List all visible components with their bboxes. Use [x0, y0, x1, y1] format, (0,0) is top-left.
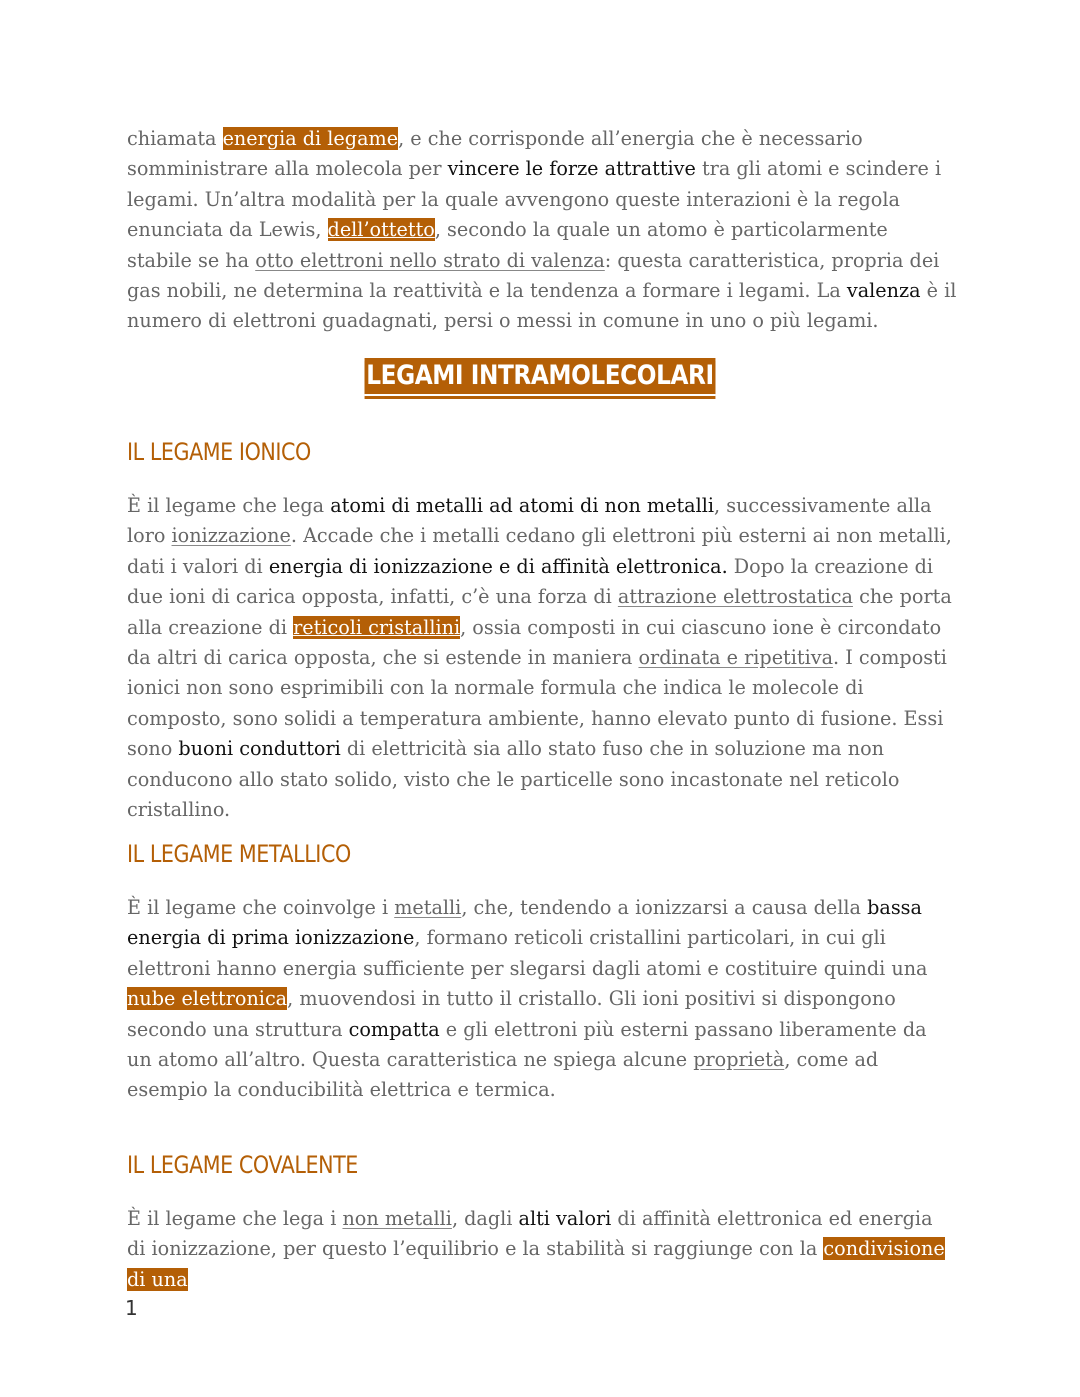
- text: , formano reticoli cristallini particolari, in cui gli elettroni hanno energia sufficiente per slegarsi dagli atomi e costituire quindi una: [127, 926, 928, 980]
- underlined-term: otto elettroni nello strato di valenza: [255, 248, 605, 272]
- bold-term: compatta: [348, 1017, 440, 1041]
- underlined-term: attrazione elettrostatica: [617, 585, 853, 609]
- text: È il legame che lega i: [127, 1207, 343, 1230]
- underlined-term: ordinata e ripetitiva: [638, 646, 834, 670]
- ionic-paragraph: [127, 491, 957, 825]
- text: che porta alla creazione di: [127, 585, 952, 639]
- text: È il legame che lega: [127, 494, 331, 517]
- intro-paragraph: [127, 124, 957, 337]
- section-heading-metallico: IL LEGAME METALLICO: [127, 840, 351, 868]
- highlight-reticoli-cristallini: reticoli cristallini: [293, 615, 461, 639]
- text: è il numero di elettroni guadagnati, persi o messi in comune in uno o più legami.: [127, 279, 957, 333]
- underlined-term: metalli: [394, 896, 462, 919]
- text: , successivamente alla loro: [127, 494, 932, 548]
- text: . I composti ionici non sono esprimibili con la normale formula che indica le molecole di composto, sono solidi a temperatura ambiente, hanno elevato punto di fusione. Essi sono: [127, 646, 947, 761]
- main-title: LEGAMI INTRAMOLECOLARI: [365, 358, 716, 396]
- text: Dopo la creazione di due ioni di carica opposta, infatti, c’è una forza di: [127, 554, 934, 609]
- text: , muovendosi in tutto il cristallo. Gli ioni positivi si dispongono secondo una struttura: [127, 987, 896, 1041]
- underlined-term: proprietà: [693, 1048, 785, 1072]
- text: , dagli: [451, 1207, 519, 1230]
- highlight-condivisione: condivisione di una: [127, 1237, 945, 1291]
- text: , secondo la quale un atomo è particolarmente stabile se ha: [127, 218, 888, 272]
- bold-term: energia di ionizzazione e di affinità elettronica.: [268, 554, 728, 578]
- text: : questa caratteristica, propria dei gas nobili, ne determina la reattività e la tendenza a formare i legami. La: [127, 248, 940, 303]
- underlined-term: non metalli: [342, 1207, 452, 1230]
- section-heading-covalente: IL LEGAME COVALENTE: [127, 1151, 358, 1179]
- main-title-wrap: [0, 358, 1080, 396]
- text: chiamata: [127, 127, 223, 150]
- bold-term: buoni conduttori: [178, 737, 341, 761]
- text: e gli elettroni più esterni passano liberamente da un atomo all’altro. Questa caratteristica ne spiega alcune: [127, 1017, 927, 1072]
- text: tra gli atomi e scindere i legami. Un’altra modalità per la quale avvengono queste interazioni è la regola enunciata da Lewis,: [127, 157, 942, 242]
- text: , e che corrisponde all’energia che è necessario somministrare alla molecola per: [127, 127, 863, 181]
- text: È il legame che coinvolge i: [127, 896, 395, 919]
- bold-term: vincere le forze attrattive: [447, 157, 696, 181]
- text: , come ad esempio la conducibilità elettrica e termica.: [127, 1048, 879, 1102]
- highlight-nube-elettronica: nube elettronica: [127, 987, 288, 1011]
- highlight-ottetto: dell’ottetto: [327, 218, 435, 242]
- bold-term: bassa energia di prima ionizzazione: [127, 896, 922, 950]
- metallic-paragraph: [127, 893, 957, 1106]
- text: di affinità elettronica ed energia di ionizzazione, per questo l’equilibrio e la stabilità si raggiunge con la: [127, 1207, 933, 1261]
- section-heading-ionico: IL LEGAME IONICO: [127, 438, 311, 466]
- bold-term: alti valori: [518, 1207, 612, 1230]
- underlined-term: ionizzazione: [171, 524, 291, 548]
- bold-term: valenza: [846, 279, 921, 303]
- bold-term: atomi di metalli ad atomi di non metalli: [330, 494, 715, 517]
- text: , che, tendendo a ionizzarsi a causa della: [461, 896, 868, 919]
- text: . Accade che i metalli cedano gli elettroni più esterni ai non metalli, dati i valori di: [127, 524, 952, 578]
- covalent-paragraph: [127, 1204, 957, 1295]
- text: di elettricità sia allo stato fuso che in soluzione ma non conducono allo stato solido, visto che le particelle sono incastonate nel reticolo cristallino.: [127, 737, 900, 822]
- page-number: 1: [125, 1296, 138, 1320]
- highlight-energia-di-legame: energia di legame: [222, 127, 399, 150]
- text: , ossia composti in cui ciascuno ione è circondato da altri di carica opposta, che si estende in maniera: [127, 615, 942, 670]
